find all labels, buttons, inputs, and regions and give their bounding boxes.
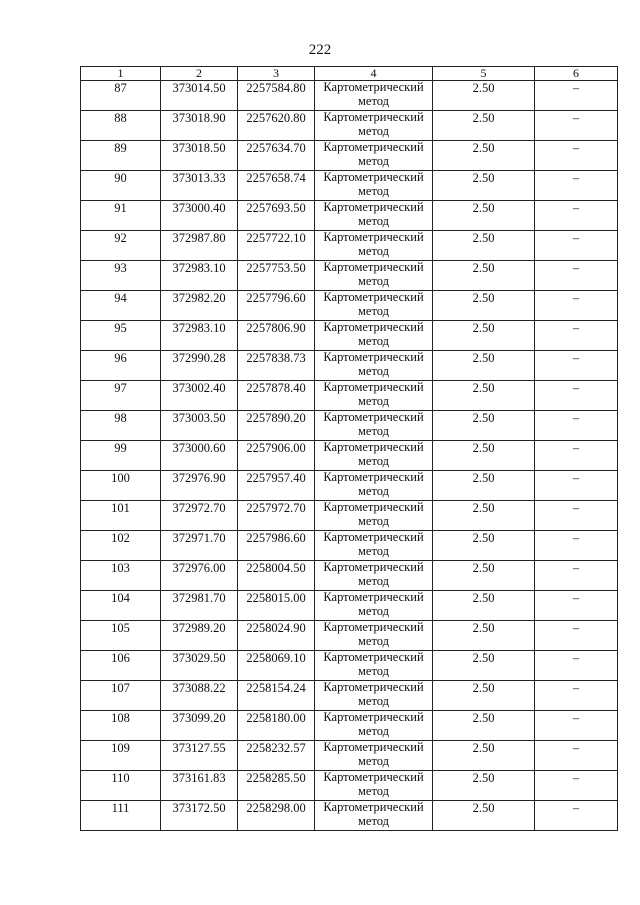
column-header: 6	[535, 67, 618, 81]
x-coordinate-cell: 373002.40	[161, 381, 238, 411]
y-coordinate-cell: 2258015.00	[238, 591, 315, 621]
note-cell: –	[535, 441, 618, 471]
method-cell: Картометрический метод	[315, 561, 433, 591]
table-body	[81, 81, 618, 831]
method-cell: Картометрический метод	[315, 321, 433, 351]
point-number-cell: 108	[81, 711, 161, 741]
point-number-cell: 103	[81, 561, 161, 591]
method-cell: Картометрический метод	[315, 171, 433, 201]
table-row	[81, 111, 618, 141]
x-coordinate-cell: 372983.10	[161, 261, 238, 291]
method-cell: Картометрический метод	[315, 411, 433, 441]
x-coordinate-cell: 372976.90	[161, 471, 238, 501]
y-coordinate-cell: 2257878.40	[238, 381, 315, 411]
method-cell: Картометрический метод	[315, 351, 433, 381]
y-coordinate-cell: 2258180.00	[238, 711, 315, 741]
note-cell: –	[535, 621, 618, 651]
method-cell: Картометрический метод	[315, 261, 433, 291]
method-cell: Картометрический метод	[315, 441, 433, 471]
point-number-cell: 87	[81, 81, 161, 111]
accuracy-cell: 2.50	[433, 291, 535, 321]
y-coordinate-cell: 2257972.70	[238, 501, 315, 531]
y-coordinate-cell: 2257584.80	[238, 81, 315, 111]
y-coordinate-cell: 2257634.70	[238, 141, 315, 171]
note-cell: –	[535, 801, 618, 831]
x-coordinate-cell: 373172.50	[161, 801, 238, 831]
y-coordinate-cell: 2257620.80	[238, 111, 315, 141]
table-row	[81, 441, 618, 471]
method-cell: Картометрический метод	[315, 231, 433, 261]
point-number-cell: 106	[81, 651, 161, 681]
accuracy-cell: 2.50	[433, 81, 535, 111]
x-coordinate-cell: 373018.90	[161, 111, 238, 141]
method-cell: Картометрический метод	[315, 201, 433, 231]
note-cell: –	[535, 501, 618, 531]
x-coordinate-cell: 373013.33	[161, 171, 238, 201]
x-coordinate-cell: 373014.50	[161, 81, 238, 111]
table-row	[81, 621, 618, 651]
note-cell: –	[535, 471, 618, 501]
page-number: 222	[308, 42, 332, 58]
point-number-cell: 102	[81, 531, 161, 561]
table-row	[81, 531, 618, 561]
method-cell: Картометрический метод	[315, 591, 433, 621]
y-coordinate-cell: 2258285.50	[238, 771, 315, 801]
point-number-cell: 105	[81, 621, 161, 651]
accuracy-cell: 2.50	[433, 441, 535, 471]
table-row	[81, 231, 618, 261]
accuracy-cell: 2.50	[433, 111, 535, 141]
x-coordinate-cell: 372989.20	[161, 621, 238, 651]
x-coordinate-cell: 372990.28	[161, 351, 238, 381]
x-coordinate-cell: 372972.70	[161, 501, 238, 531]
table-row	[81, 501, 618, 531]
point-number-cell: 91	[81, 201, 161, 231]
point-number-cell: 96	[81, 351, 161, 381]
accuracy-cell: 2.50	[433, 411, 535, 441]
note-cell: –	[535, 741, 618, 771]
x-coordinate-cell: 372982.20	[161, 291, 238, 321]
point-number-cell: 107	[81, 681, 161, 711]
table-row	[81, 681, 618, 711]
method-cell: Картометрический метод	[315, 621, 433, 651]
accuracy-cell: 2.50	[433, 591, 535, 621]
column-header: 5	[433, 67, 535, 81]
table-header	[81, 67, 618, 81]
point-number-cell: 99	[81, 441, 161, 471]
point-number-cell: 95	[81, 321, 161, 351]
note-cell: –	[535, 771, 618, 801]
point-number-cell: 88	[81, 111, 161, 141]
note-cell: –	[535, 351, 618, 381]
method-cell: Картометрический метод	[315, 801, 433, 831]
accuracy-cell: 2.50	[433, 651, 535, 681]
accuracy-cell: 2.50	[433, 141, 535, 171]
x-coordinate-cell: 372971.70	[161, 531, 238, 561]
point-number-cell: 89	[81, 141, 161, 171]
y-coordinate-cell: 2257658.74	[238, 171, 315, 201]
point-number-cell: 101	[81, 501, 161, 531]
note-cell: –	[535, 141, 618, 171]
column-header: 4	[315, 67, 433, 81]
note-cell: –	[535, 231, 618, 261]
x-coordinate-cell: 373127.55	[161, 741, 238, 771]
note-cell: –	[535, 651, 618, 681]
table-row	[81, 81, 618, 111]
y-coordinate-cell: 2257796.60	[238, 291, 315, 321]
x-coordinate-cell: 373000.60	[161, 441, 238, 471]
table-row	[81, 261, 618, 291]
method-cell: Картометрический метод	[315, 531, 433, 561]
method-cell: Картометрический метод	[315, 651, 433, 681]
accuracy-cell: 2.50	[433, 261, 535, 291]
table-row	[81, 351, 618, 381]
x-coordinate-cell: 373018.50	[161, 141, 238, 171]
x-coordinate-cell: 373099.20	[161, 711, 238, 741]
accuracy-cell: 2.50	[433, 351, 535, 381]
accuracy-cell: 2.50	[433, 741, 535, 771]
note-cell: –	[535, 591, 618, 621]
method-cell: Картометрический метод	[315, 681, 433, 711]
method-cell: Картометрический метод	[315, 291, 433, 321]
table-row	[81, 321, 618, 351]
note-cell: –	[535, 171, 618, 201]
table-row	[81, 381, 618, 411]
x-coordinate-cell: 373000.40	[161, 201, 238, 231]
x-coordinate-cell: 372981.70	[161, 591, 238, 621]
y-coordinate-cell: 2258004.50	[238, 561, 315, 591]
accuracy-cell: 2.50	[433, 381, 535, 411]
x-coordinate-cell: 373003.50	[161, 411, 238, 441]
note-cell: –	[535, 681, 618, 711]
y-coordinate-cell: 2258298.00	[238, 801, 315, 831]
y-coordinate-cell: 2258154.24	[238, 681, 315, 711]
method-cell: Картометрический метод	[315, 471, 433, 501]
table-row	[81, 561, 618, 591]
column-header: 3	[238, 67, 315, 81]
column-header: 2	[161, 67, 238, 81]
y-coordinate-cell: 2258069.10	[238, 651, 315, 681]
point-number-cell: 90	[81, 171, 161, 201]
y-coordinate-cell: 2258024.90	[238, 621, 315, 651]
note-cell: –	[535, 711, 618, 741]
accuracy-cell: 2.50	[433, 621, 535, 651]
accuracy-cell: 2.50	[433, 501, 535, 531]
accuracy-cell: 2.50	[433, 471, 535, 501]
x-coordinate-cell: 372976.00	[161, 561, 238, 591]
accuracy-cell: 2.50	[433, 231, 535, 261]
method-cell: Картометрический метод	[315, 381, 433, 411]
point-number-cell: 93	[81, 261, 161, 291]
accuracy-cell: 2.50	[433, 531, 535, 561]
accuracy-cell: 2.50	[433, 561, 535, 591]
table-row	[81, 171, 618, 201]
y-coordinate-cell: 2257753.50	[238, 261, 315, 291]
table-row	[81, 801, 618, 831]
point-number-cell: 111	[81, 801, 161, 831]
table-row	[81, 711, 618, 741]
table-row	[81, 471, 618, 501]
method-cell: Картометрический метод	[315, 81, 433, 111]
table-row	[81, 651, 618, 681]
y-coordinate-cell: 2257890.20	[238, 411, 315, 441]
y-coordinate-cell: 2257722.10	[238, 231, 315, 261]
y-coordinate-cell: 2257693.50	[238, 201, 315, 231]
x-coordinate-cell: 372983.10	[161, 321, 238, 351]
note-cell: –	[535, 321, 618, 351]
y-coordinate-cell: 2257806.90	[238, 321, 315, 351]
table-row	[81, 141, 618, 171]
method-cell: Картометрический метод	[315, 501, 433, 531]
accuracy-cell: 2.50	[433, 321, 535, 351]
note-cell: –	[535, 201, 618, 231]
table-row	[81, 741, 618, 771]
accuracy-cell: 2.50	[433, 681, 535, 711]
method-cell: Картометрический метод	[315, 711, 433, 741]
table-row	[81, 591, 618, 621]
point-number-cell: 97	[81, 381, 161, 411]
coordinates-table	[80, 66, 618, 831]
note-cell: –	[535, 531, 618, 561]
accuracy-cell: 2.50	[433, 711, 535, 741]
note-cell: –	[535, 381, 618, 411]
table-row	[81, 771, 618, 801]
table-row	[81, 291, 618, 321]
method-cell: Картометрический метод	[315, 111, 433, 141]
table-row	[81, 411, 618, 441]
note-cell: –	[535, 111, 618, 141]
method-cell: Картометрический метод	[315, 771, 433, 801]
column-header: 1	[81, 67, 161, 81]
note-cell: –	[535, 81, 618, 111]
x-coordinate-cell: 373088.22	[161, 681, 238, 711]
note-cell: –	[535, 561, 618, 591]
point-number-cell: 92	[81, 231, 161, 261]
x-coordinate-cell: 373029.50	[161, 651, 238, 681]
point-number-cell: 104	[81, 591, 161, 621]
method-cell: Картометрический метод	[315, 741, 433, 771]
x-coordinate-cell: 373161.83	[161, 771, 238, 801]
note-cell: –	[535, 411, 618, 441]
note-cell: –	[535, 261, 618, 291]
accuracy-cell: 2.50	[433, 771, 535, 801]
y-coordinate-cell: 2257986.60	[238, 531, 315, 561]
accuracy-cell: 2.50	[433, 171, 535, 201]
table-row	[81, 201, 618, 231]
point-number-cell: 110	[81, 771, 161, 801]
note-cell: –	[535, 291, 618, 321]
accuracy-cell: 2.50	[433, 201, 535, 231]
accuracy-cell: 2.50	[433, 801, 535, 831]
y-coordinate-cell: 2257906.00	[238, 441, 315, 471]
point-number-cell: 100	[81, 471, 161, 501]
method-cell: Картометрический метод	[315, 141, 433, 171]
y-coordinate-cell: 2257957.40	[238, 471, 315, 501]
y-coordinate-cell: 2257838.73	[238, 351, 315, 381]
point-number-cell: 94	[81, 291, 161, 321]
point-number-cell: 98	[81, 411, 161, 441]
y-coordinate-cell: 2258232.57	[238, 741, 315, 771]
point-number-cell: 109	[81, 741, 161, 771]
x-coordinate-cell: 372987.80	[161, 231, 238, 261]
header-row	[81, 67, 618, 81]
